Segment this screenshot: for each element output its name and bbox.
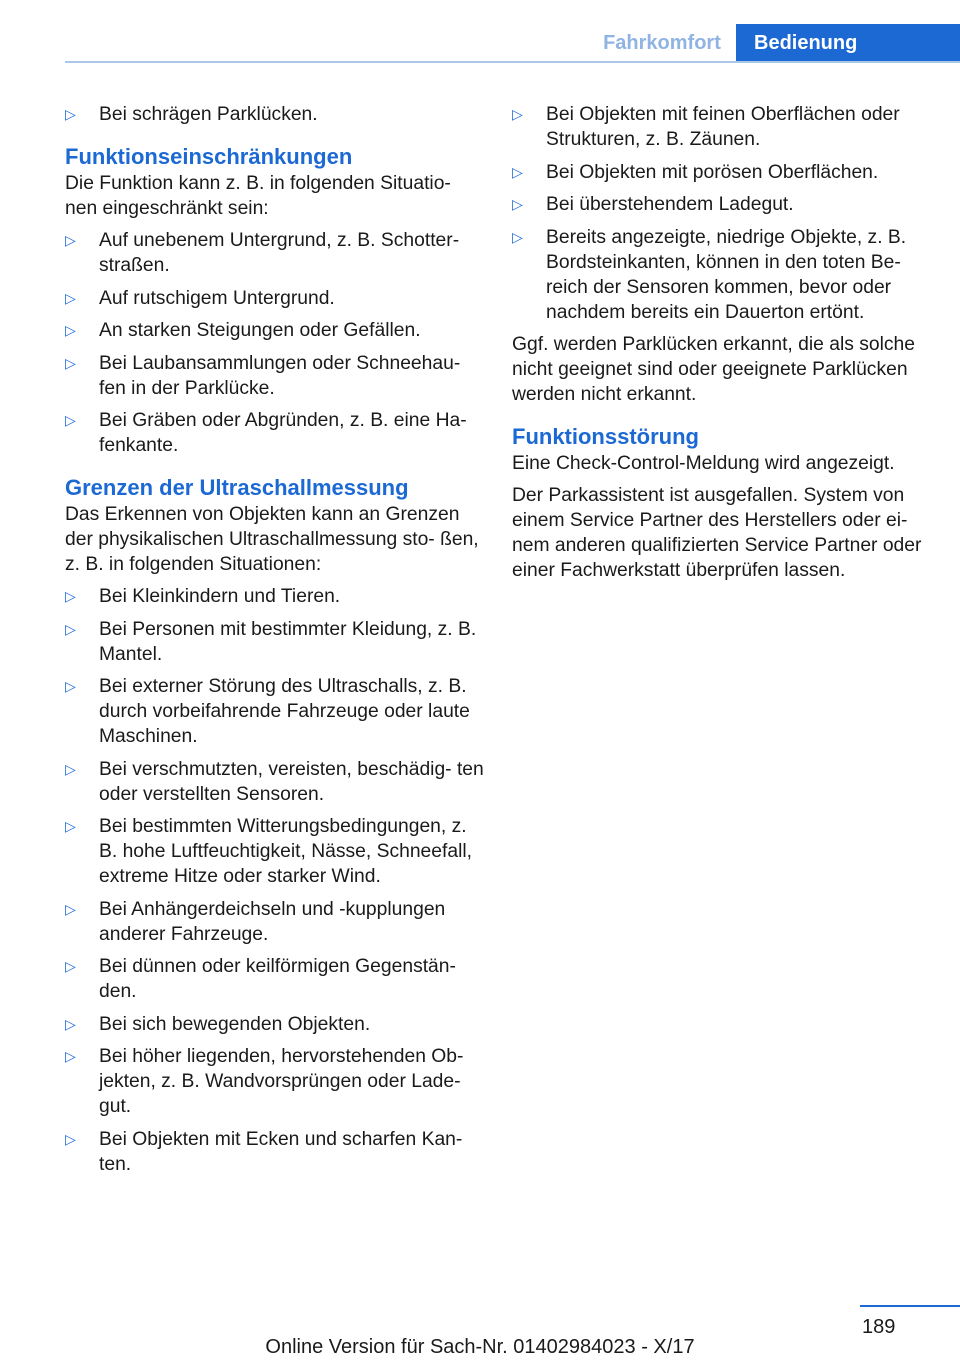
list-item: ▷ Bei externer Störung des Ultraschalls, z. B. durch vorbeifahrende Fahrzeuge oder laute Maschinen. <box>65 676 470 747</box>
triangle-right-icon: ▷ <box>65 1015 76 1032</box>
footer-divider <box>860 1305 960 1307</box>
list-item: ▷ Bei Objekten mit porösen Oberflächen. <box>512 161 879 183</box>
triangle-right-icon: ▷ <box>512 228 523 245</box>
list-item: ▷ Bereits angezeigte, niedrige Objekte, z. B. Bordsteinkanten, können in den toten Be‐ reich der Sensoren kommen, bevor oder nachdem bereits ein Dauerton ertönt. <box>512 226 907 323</box>
triangle-right-icon: ▷ <box>65 232 76 248</box>
footer-version-text: Online Version für Sach-Nr. 01402984023 - X/17 <box>265 1336 695 1358</box>
triangle-right-icon: ▷ <box>65 958 76 974</box>
triangle-right-icon: ▷ <box>65 678 76 694</box>
triangle-right-icon: ▷ <box>65 760 76 777</box>
list-item: ▷ Bei höher liegenden, hervorstehenden Ob‐ jekten, z. B. Wandvorsprüngen oder Lade‐ gut. <box>65 1046 464 1117</box>
triangle-right-icon: ▷ <box>65 322 76 338</box>
section-heading-ultraschallmessung: Grenzen der Ultraschallmessung <box>65 475 409 500</box>
list-item: ▷ Bei sich bewegenden Objekten. <box>65 1013 371 1035</box>
list-item: ▷ Bei Objekten mit Ecken und scharfen Kan‐ ten. <box>65 1128 463 1175</box>
list-item: ▷ Bei bestimmten Witterungsbedingungen, z. B. hohe Luftfeuchtigkeit, Nässe, Schneefall, extreme Hitze oder starker Wind. <box>65 816 472 887</box>
triangle-right-icon: ▷ <box>65 354 76 371</box>
list-item: ▷ Bei Objekten mit feinen Oberflächen oder Strukturen, z. B. Zäunen. <box>512 104 900 150</box>
right-column <box>512 102 932 590</box>
triangle-right-icon: ▷ <box>65 1048 76 1064</box>
list-funktionseinschraenkungen <box>65 228 485 458</box>
list-item: ▷ Bei schrägen Parklücken. <box>65 104 318 125</box>
list-item: ▷ Bei dünnen oder keilförmigen Gegenstän‐ den. <box>65 956 456 1002</box>
triangle-right-icon: ▷ <box>65 412 76 428</box>
list-item: ▷ Bei Laubansammlungen oder Schneehau‐ fen in der Parklücke. <box>65 352 461 399</box>
triangle-right-icon: ▷ <box>65 818 76 834</box>
triangle-right-icon: ▷ <box>65 900 76 917</box>
paragraph: Ggf. werden Parklücken erkannt, die als solche nicht geeignet sind oder geeignete Parklücken werden nicht erkannt. <box>512 334 915 405</box>
paragraph: Der Parkassistent ist ausgefallen. System von einem Service Partner des Herstellers oder ei‐ nem anderen qualifizierten Service Partner oder einer Fachwerkstatt überprüfen lassen. <box>512 485 922 581</box>
triangle-right-icon: ▷ <box>65 620 76 637</box>
list-item: ▷ Auf rutschigem Untergrund. <box>65 287 335 309</box>
list-item: ▷ An starken Steigungen oder Gefällen. <box>65 320 421 341</box>
paragraph: Eine Check-Control-Meldung wird angezeigt. <box>512 453 895 474</box>
paragraph: Die Funktion kann z. B. in folgenden Situatio‐ nen eingeschränkt sein: <box>65 173 451 219</box>
tab-fahrkomfort[interactable]: Fahrkomfort <box>603 32 721 54</box>
triangle-right-icon: ▷ <box>65 106 76 122</box>
list-objects <box>512 102 932 325</box>
list-item: ▷ Bei überstehendem Ladegut. <box>512 194 794 215</box>
triangle-right-icon: ▷ <box>65 1130 76 1147</box>
list-item: ▷ Auf unebenem Untergrund, z. B. Schotter‐ straßen. <box>65 230 460 276</box>
list-item: ▷ Bei Gräben oder Abgründen, z. B. eine Ha‐ fenkante. <box>65 410 467 456</box>
list-item: ▷ Bei Kleinkindern und Tieren. <box>65 586 341 607</box>
list-item: ▷ Bei Personen mit bestimmter Kleidung, z. B. Mantel. <box>65 618 477 665</box>
section-heading-funktionsstoerung: Funktionsstörung <box>512 424 699 449</box>
triangle-right-icon: ▷ <box>512 163 523 180</box>
tab-bedienung[interactable]: Bedienung <box>736 24 960 62</box>
list-item: ▷ Bei Anhängerdeichseln und -kupplungen anderer Fahrzeuge. <box>65 898 446 945</box>
triangle-right-icon: ▷ <box>512 106 523 122</box>
paragraph: Das Erkennen von Objekten kann an Grenzen der physikalischen Ultraschallmessung sto‐ ßen, z. B. in folgenden Situationen: <box>65 504 479 575</box>
list-item: ▷ Bei verschmutzten, vereisten, beschädig‐ ten oder verstellten Sensoren. <box>65 758 484 805</box>
triangle-right-icon: ▷ <box>512 196 523 212</box>
section-heading-funktionseinschraenkungen: Funktionseinschränkungen <box>65 144 353 169</box>
list-ultraschallmessung <box>65 584 485 1177</box>
triangle-right-icon: ▷ <box>65 588 76 604</box>
left-column <box>65 102 485 1184</box>
page-number: 189 <box>862 1316 896 1338</box>
header-divider <box>65 61 960 63</box>
triangle-right-icon: ▷ <box>65 289 76 306</box>
